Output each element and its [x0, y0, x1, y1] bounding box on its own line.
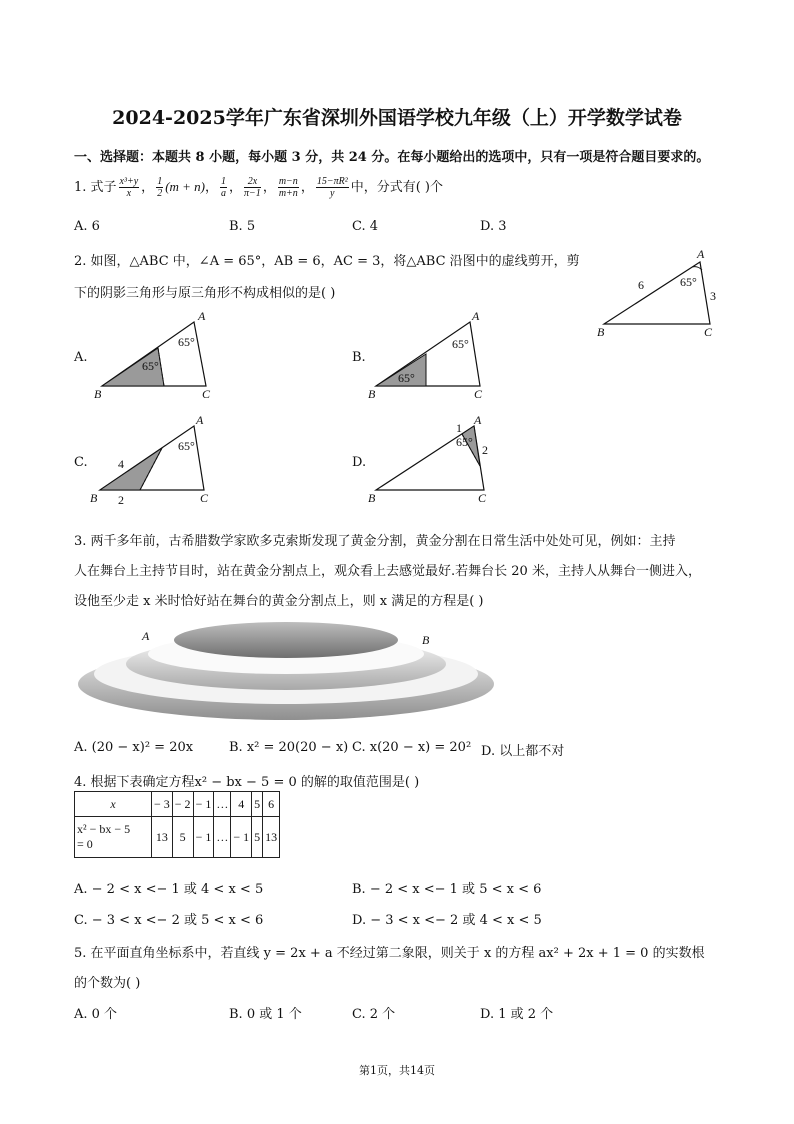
q5-option-b[interactable]: B. 0 或 1 个: [229, 1007, 302, 1022]
label-angle-top: 65°: [178, 335, 195, 349]
table-cell: …: [214, 817, 231, 858]
question-1-stem: 1. 式子 $\frac{\text{x³+y}}{x}$ ， $\frac{1}{2}$ (m + n)， $\frac{1}{a}$ ， $\frac{2x}{\pi-1}$ ， $\frac{m-n}{m+n}$ ， $\frac{\text{15−πR²}}{y}$ 中，分式有( )个: [74, 176, 443, 199]
q2-figure-d[interactable]: [366, 412, 496, 508]
table-cell: 5: [252, 817, 263, 858]
question-4-stem: 4. 根据下表确定方程x² − bx − 5 = 0 的解的取值范围是( ): [74, 775, 420, 790]
label-c: C: [202, 387, 211, 401]
label-b: B: [368, 387, 376, 401]
label-angle-shaded: 65°: [142, 359, 159, 373]
q3-option-c[interactable]: C. x(20 − x) = 20²: [352, 740, 472, 755]
label-2: 2: [482, 443, 488, 457]
label-4: 4: [118, 457, 124, 471]
table-cell: 5: [172, 817, 193, 858]
label-a: A: [697, 247, 705, 261]
q1-frac-2: $\frac{1}{2}$: [157, 176, 163, 199]
label-ac: 3: [710, 289, 716, 303]
stage-top: [174, 622, 398, 658]
q4-option-a[interactable]: A. − 2 < x <− 1 或 4 < x < 5: [74, 882, 264, 897]
table-row: [75, 792, 280, 817]
label-1: 1: [456, 421, 462, 435]
q4-option-d[interactable]: D. − 3 < x <− 2 或 4 < x < 5: [352, 913, 542, 928]
table-head-line-1: x² − bx − 5: [77, 822, 131, 836]
label-angle: 65°: [178, 439, 195, 453]
label-angle-top: 65°: [452, 337, 469, 351]
label-2: 2: [118, 493, 124, 507]
question-3-line-3: 设他至少走 x 米时恰好站在舞台的黄金分割点上，则 x 满足的方程是( ): [74, 594, 484, 609]
table-cell: 5: [252, 792, 263, 817]
q5-option-d[interactable]: D. 1 或 2 个: [480, 1007, 554, 1022]
label-angle: 65°: [456, 435, 473, 449]
q1-option-a[interactable]: A. 6: [74, 219, 100, 234]
q2-option-c[interactable]: C.: [74, 455, 88, 470]
q3-option-d[interactable]: D. 以上都不对: [481, 744, 565, 759]
question-2-line-2: 下的阴影三角形与原三角形不构成相似的是( ): [74, 286, 336, 301]
reference-triangle-shape: [604, 262, 710, 324]
label-angle: 65°: [680, 275, 697, 289]
page-title: 2024-2025学年广东省深圳外国语学校九年级（上）开学数学试卷: [112, 107, 682, 129]
q4-option-b[interactable]: B. − 2 < x <− 1 或 5 < x < 6: [352, 882, 542, 897]
table-cell: − 1: [193, 817, 214, 858]
label-c: C: [704, 325, 713, 339]
q1-mid: (m + n): [165, 179, 206, 194]
question-2-line-1: 2. 如图，△ABC 中，∠A = 65°，AB = 6，AC = 3，将△ABC 沿图中的虚线剪开，剪: [74, 254, 580, 269]
stage-label-b: B: [422, 633, 430, 647]
question-3-line-2: 人在舞台上主持节目时，站在黄金分割点上，观众看上去感觉最好.若舞台长 20 米，主持人从舞台一侧进入，: [74, 564, 701, 579]
table-cell: − 1: [193, 792, 214, 817]
q4-option-c[interactable]: C. − 3 < x <− 2 或 5 < x < 6: [74, 913, 264, 928]
section-heading: 一、选择题：本题共 8 小题，每小题 3 分，共 24 分。在每小题给出的选项中，只有一项是符合题目要求的。: [74, 150, 710, 165]
label-b: B: [597, 325, 605, 339]
q1-frac-3: $\frac{1}{a}$: [221, 176, 227, 199]
label-c: C: [478, 491, 487, 505]
label-a: A: [474, 413, 482, 427]
q3-option-a[interactable]: A. (20 − x)² = 20x: [74, 740, 194, 755]
q2-reference-triangle: [592, 246, 722, 342]
q1-frac-1: $\frac{\text{x³+y}}{x}$: [119, 176, 139, 199]
q2-figure-c[interactable]: [86, 412, 216, 508]
q1-prefix: 1. 式子: [74, 180, 117, 195]
label-b: B: [94, 387, 102, 401]
q2-figure-a[interactable]: [90, 308, 220, 404]
shaded-triangle: [100, 448, 162, 490]
table-row-header: [75, 817, 152, 858]
q3-option-b[interactable]: B. x² = 20(20 − x): [229, 740, 349, 755]
table-row: [75, 817, 280, 858]
label-c: C: [200, 491, 209, 505]
q5-option-a[interactable]: A. 0 个: [74, 1007, 118, 1022]
table-cell: 4: [231, 792, 252, 817]
label-a: A: [472, 309, 480, 323]
label-c: C: [474, 387, 483, 401]
q2-option-a[interactable]: A.: [74, 350, 88, 365]
question-5-line-1: 5. 在平面直角坐标系中，若直线 y = 2x + a 不经过第二象限，则关于 x 的方程 ax² + 2x + 1 = 0 的实数根: [74, 946, 705, 961]
page-footer: 第1页，共14页: [359, 1064, 435, 1077]
q1-frac-6: $\frac{\text{15−πR²}}{y}$: [316, 176, 348, 199]
table-cell: 13: [152, 817, 173, 858]
table-cell: …: [214, 792, 231, 817]
q5-option-c[interactable]: C. 2 个: [352, 1007, 396, 1022]
q2-option-d[interactable]: D.: [352, 455, 367, 470]
question-5-line-2: 的个数为( ): [74, 976, 141, 991]
label-a: A: [198, 309, 206, 323]
q1-option-d[interactable]: D. 3: [480, 219, 507, 234]
label-a: A: [196, 413, 204, 427]
q1-option-b[interactable]: B. 5: [229, 219, 256, 234]
question-3-line-1: 3. 两千多年前，古希腊数学家欧多克索斯发现了黄金分割，黄金分割在日常生活中处处可见，例如：主持: [74, 534, 676, 549]
q2-figure-b[interactable]: [366, 308, 496, 404]
label-b: B: [90, 491, 98, 505]
table-head-line-2: = 0: [77, 837, 93, 851]
label-angle-shaded: 65°: [398, 371, 415, 385]
table-cell: 13: [263, 817, 280, 858]
q2-option-b[interactable]: B.: [352, 350, 366, 365]
stage-label-a: A: [142, 629, 150, 643]
q1-option-c[interactable]: C. 4: [352, 219, 379, 234]
q1-frac-5: $\frac{m-n}{m+n}$: [278, 176, 298, 199]
q1-suffix: 中，分式有( )个: [350, 180, 443, 195]
label-ab: 6: [638, 278, 644, 292]
q1-frac-4: $\frac{2x}{\pi-1}$: [244, 176, 261, 199]
stage-image: [76, 612, 496, 724]
label-b: B: [368, 491, 376, 505]
table-cell: − 3: [152, 792, 173, 817]
table-cell: 6: [263, 792, 280, 817]
table-cell: − 1: [231, 817, 252, 858]
table-cell: − 2: [172, 792, 193, 817]
values-table: [74, 791, 280, 858]
table-cell: x: [75, 792, 152, 817]
